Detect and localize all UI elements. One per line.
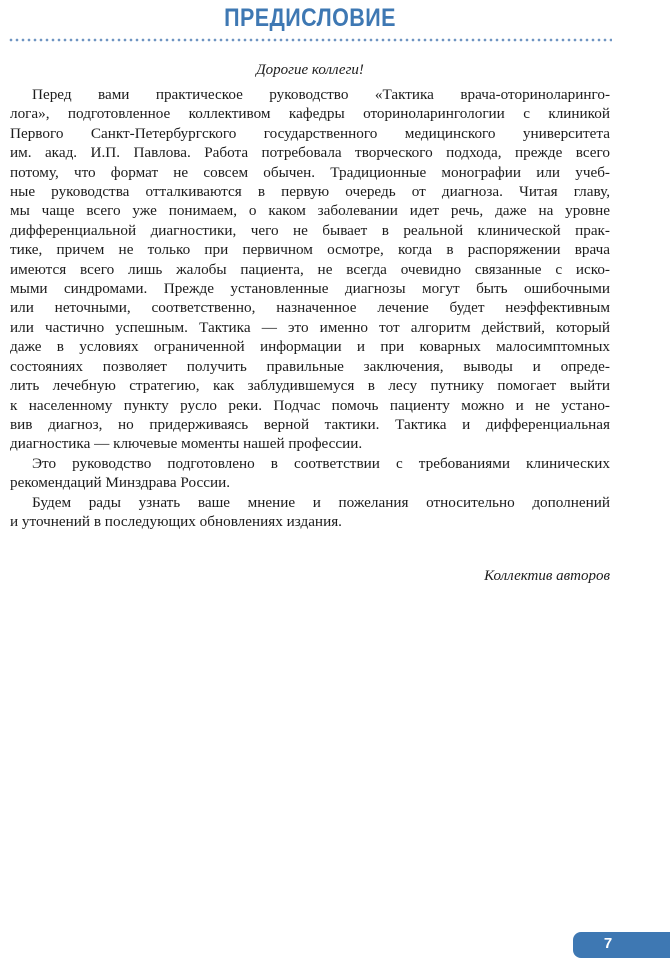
paragraph-1 <box>10 85 610 454</box>
text-line: имеются всего лишь жалобы пациента, не всегда очевидно связанные с иско- <box>10 260 610 278</box>
text-line: ные руководства отталкиваются в первую очередь от диагноза. Читая главу, <box>10 183 610 201</box>
text-line: вив диагноз, но придерживаясь верной тактики. Тактика и дифференциальная <box>10 415 610 433</box>
text-line: Это руководство подготовлено в соответствии с требованиями клинических <box>32 454 610 472</box>
text-line: диагностика — ключевые моменты нашей профессии. <box>10 435 363 453</box>
greeting: Дорогие коллеги! <box>256 62 364 78</box>
page-number-tab <box>573 932 670 958</box>
text-line: потому, что формат не совсем обычен. Традиционные монографии или учеб- <box>10 163 610 181</box>
text-line: Первого Санкт-Петербургского государственного медицинского университета <box>10 124 610 142</box>
preface-body <box>10 85 610 531</box>
text-line: мы чаще всего уже понимаем, о каком заболевании идет речь, даже на уровне <box>10 202 610 220</box>
text-line: к населенному пункту русло реки. Подчас помочь пациенту можно и не устано- <box>10 396 610 414</box>
page-title: ПРЕДИСЛОВИЕ <box>224 4 396 32</box>
signature: Коллектив авторов <box>484 568 610 584</box>
text-line: даже в условиях ограниченной информации и при коварных малосимптомных <box>10 338 610 356</box>
text-line: рекомендаций Минздрава России. <box>10 474 231 492</box>
text-line: Перед вами практическое руководство «Тактика врача-оториноларинго- <box>32 86 610 103</box>
dotted-divider <box>8 38 612 42</box>
paragraph-2 <box>10 454 610 493</box>
text-line: лить лечебную стратегию, как заблудившемуся в лесу путнику помогает выйти <box>10 377 610 395</box>
text-line: тике, причем не только при первичном осмотре, когда в распоряжении врача <box>10 241 610 259</box>
text-line: лога», подготовленное коллективом кафедры оториноларингологии с клиникой <box>10 105 610 123</box>
text-line: Будем рады узнать ваше мнение и пожелания относительно дополнений <box>32 493 610 511</box>
text-line: или частично успешным. Тактика — это именно тот алгоритм действий, который <box>10 318 610 336</box>
page-number: 7 <box>603 935 613 952</box>
text-line: и уточнений в последующих обновлениях издания. <box>10 512 342 530</box>
text-line: мыми синдромами. Прежде установленные диагнозы могут быть ошибочными <box>10 280 610 298</box>
text-line: им. акад. И.П. Павлова. Работа потребовала творческого подхода, прежде всего <box>10 144 610 162</box>
text-line: состояниях позволяет получить правильные заключения, выводы и опреде- <box>10 357 610 375</box>
text-line: дифференциальной диагностики, чего не бывает в реальной клинической прак- <box>10 221 610 239</box>
paragraph-3 <box>10 493 610 532</box>
text-line: или неточными, соответственно, назначенное лечение будет неэффективным <box>10 299 610 317</box>
